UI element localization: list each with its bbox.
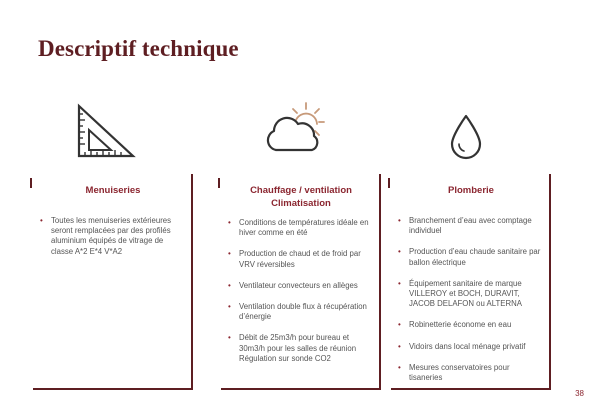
list-item: • Ventilateur convecteurs en allèges <box>227 281 371 291</box>
set-square-icon <box>73 100 139 162</box>
list-item: • Équipement sanitaire de marque VILLEROY et BOCH, DURAVIT, JACOB DELAFON ou ALTERNA <box>397 279 541 310</box>
page-number: 38 <box>575 389 584 398</box>
list-item: • Conditions de températures idéale en hiver comme en été <box>227 218 371 238</box>
menuiseries-panel <box>33 174 193 390</box>
chauffage-list <box>227 218 371 375</box>
chauffage-title: Chauffage / ventilation Climatisation <box>250 185 352 209</box>
page-title: Descriptif technique <box>38 36 239 61</box>
menuiseries-list <box>39 216 183 268</box>
list-item: • Vidoirs dans local ménage privatif <box>397 342 541 352</box>
chauffage-panel <box>221 174 381 390</box>
list-item: • Mesures conservatoires pour tisaneries <box>397 363 541 383</box>
sun-cloud-icon <box>262 100 332 158</box>
water-drop-icon <box>447 113 485 161</box>
plomberie-title: Plomberie <box>448 185 494 196</box>
plomberie-list <box>397 216 541 394</box>
list-item: • Production d’eau chaude sanitaire par ballon électrique <box>397 247 541 267</box>
list-item: • Débit de 25m3/h pour bureau et 30m3/h pour les salles de réunion Régulation sur sonde CO2 <box>227 333 371 364</box>
panel-frame <box>33 174 193 390</box>
plomberie-panel <box>391 174 551 390</box>
list-item: • Branchement d’eau avec comptage individuel <box>397 216 541 236</box>
list-item: • Robinetterie économe en eau <box>397 320 541 330</box>
list-item: • Ventilation double flux à récupération d’énergie <box>227 302 371 322</box>
list-item: • Toutes les menuiseries extérieures seront remplacées par des profilés aluminium équipés de vitrage de classe A*2 E*4 V*A2 <box>39 216 183 257</box>
list-item: • Production de chaud et de froid par VRV réversibles <box>227 249 371 269</box>
menuiseries-title: Menuiseries <box>85 185 141 196</box>
